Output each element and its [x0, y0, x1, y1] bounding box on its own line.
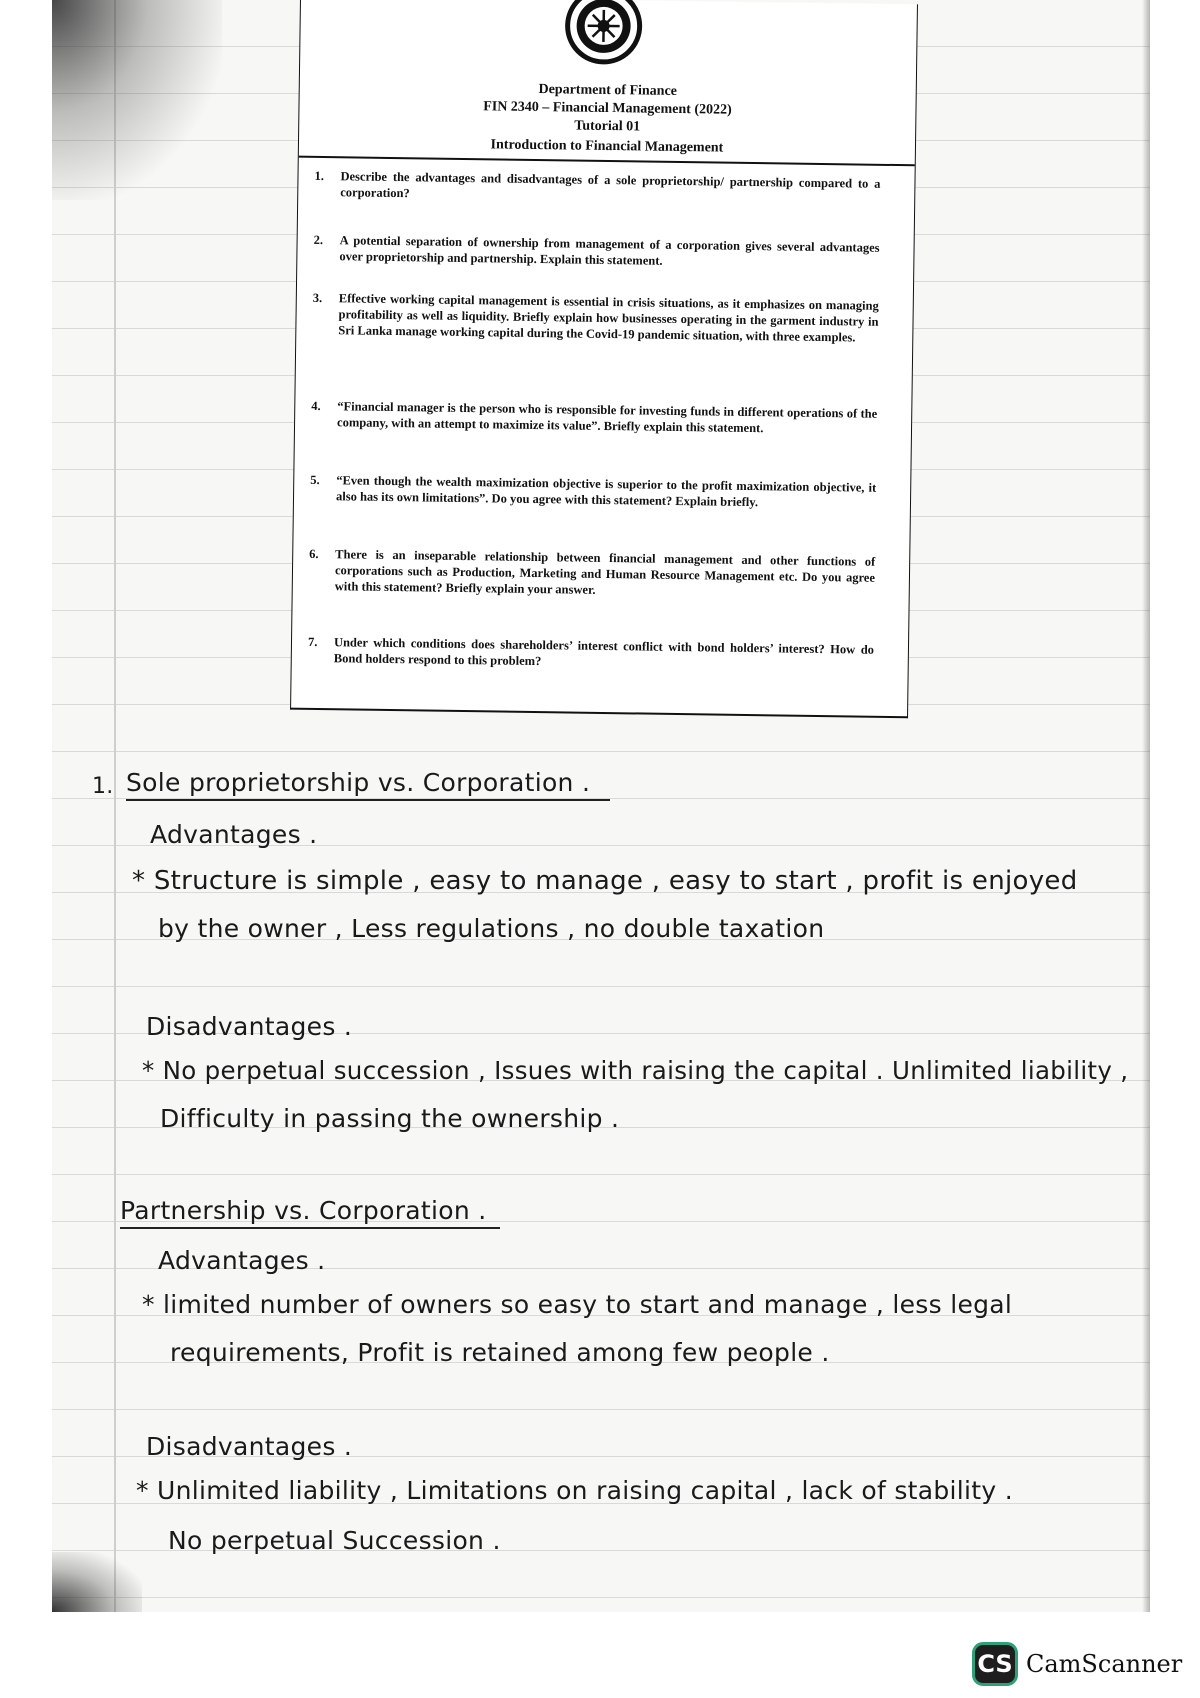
- disadvantages-label: Disadvantages .: [146, 1432, 353, 1461]
- note-line: Difficulty in passing the ownership .: [160, 1104, 620, 1133]
- question-item: [309, 546, 876, 602]
- question-text: “Financial manager is the person who is responsible for investing funds in different operations of the company, with an attempt to maximize its value”. Briefly explain this statement.: [336, 399, 878, 436]
- margin-line: [114, 0, 116, 1612]
- department-title: Department of Finance: [538, 82, 678, 99]
- question-text: Under which conditions does shareholders’ interest conflict with bond holders’ interest? How do Bond holders respond to this problem?: [333, 635, 875, 669]
- page-shadow-top-left: [52, 0, 222, 200]
- question-item: [311, 398, 878, 438]
- course-title: FIN 2340 – Financial Management (2022): [483, 99, 732, 118]
- tutorial-sheet: [290, 0, 918, 718]
- camscanner-app-name: CamScanner: [1026, 1650, 1183, 1678]
- question-text: Effective working capital management is essential in crisis situations, as it emphasizes on managing profitability as well as liquidity. Briefly explain how businesses operating in the garment industry in Sri Lanka manage working capital during the Covid-19 pandemic situation, with three examples.: [338, 291, 879, 345]
- logo-mark-text: CS: [977, 1650, 1013, 1678]
- university-seal-icon: [560, 0, 647, 69]
- camscanner-watermark: [972, 1642, 1196, 1686]
- disadvantages-label: Disadvantages .: [146, 1012, 353, 1041]
- question-number: 6.: [309, 546, 319, 561]
- question-number: 5.: [310, 472, 320, 488]
- camscanner-logo-icon: [972, 1642, 1018, 1686]
- question-item: [313, 232, 880, 272]
- note-line: * Unlimited liability , Limitations on raising capital , lack of stability .: [136, 1476, 1013, 1505]
- tutorial-number: Tutorial 01: [574, 118, 641, 135]
- advantages-label: Advantages .: [150, 820, 318, 849]
- note-line: No perpetual Succession .: [168, 1526, 501, 1555]
- note-line: * limited number of owners so easy to start and manage , less legal: [142, 1290, 1013, 1319]
- question-number: 4.: [311, 398, 321, 414]
- advantages-label: Advantages .: [158, 1246, 326, 1275]
- section-heading-partnership: Partnership vs. Corporation .: [120, 1196, 500, 1229]
- question-text: Describe the advantages and disadvantages of a sole proprietorship/ partnership compared to a corporation?: [340, 169, 881, 201]
- section-heading-sole-proprietorship: Sole proprietorship vs. Corporation .: [126, 768, 610, 801]
- question-text: “Even though the wealth maximization objective is superior to the profit maximization objective, it also has its own limitations”. Do you agree with this statement? Explain briefly.: [335, 473, 877, 510]
- page-right-edge: [1142, 0, 1150, 1612]
- question-item: [310, 472, 877, 512]
- note-line: requirements, Profit is retained among few people .: [170, 1338, 830, 1367]
- page-shadow-bottom-left: [52, 1552, 142, 1612]
- question-number: 1.: [314, 168, 324, 184]
- note-line: by the owner , Less regulations , no double taxation: [158, 914, 825, 943]
- question-text: A potential separation of ownership from management of a corporation gives several advantages over proprietorship and partnership. Explain this statement.: [339, 233, 880, 268]
- question-text: There is an inseparable relationship between financial management and other functions of corporations such as Production, Marketing and Human Resource Management etc. Do you agree with this statement? Briefly explain your answer.: [334, 547, 876, 597]
- question-item: [312, 290, 879, 346]
- note-line: * No perpetual succession , Issues with raising the capital . Unlimited liability ,: [142, 1056, 1129, 1085]
- answer-number: 1.: [92, 774, 114, 799]
- note-line: * Structure is simple , easy to manage , easy to start , profit is enjoyed: [132, 866, 1078, 896]
- question-item: [307, 634, 875, 674]
- question-item: [314, 168, 881, 208]
- question-number: 2.: [313, 232, 324, 248]
- tutorial-topic: Introduction to Financial Management: [490, 137, 724, 156]
- question-number: 7.: [307, 634, 318, 649]
- question-number: 3.: [312, 290, 323, 306]
